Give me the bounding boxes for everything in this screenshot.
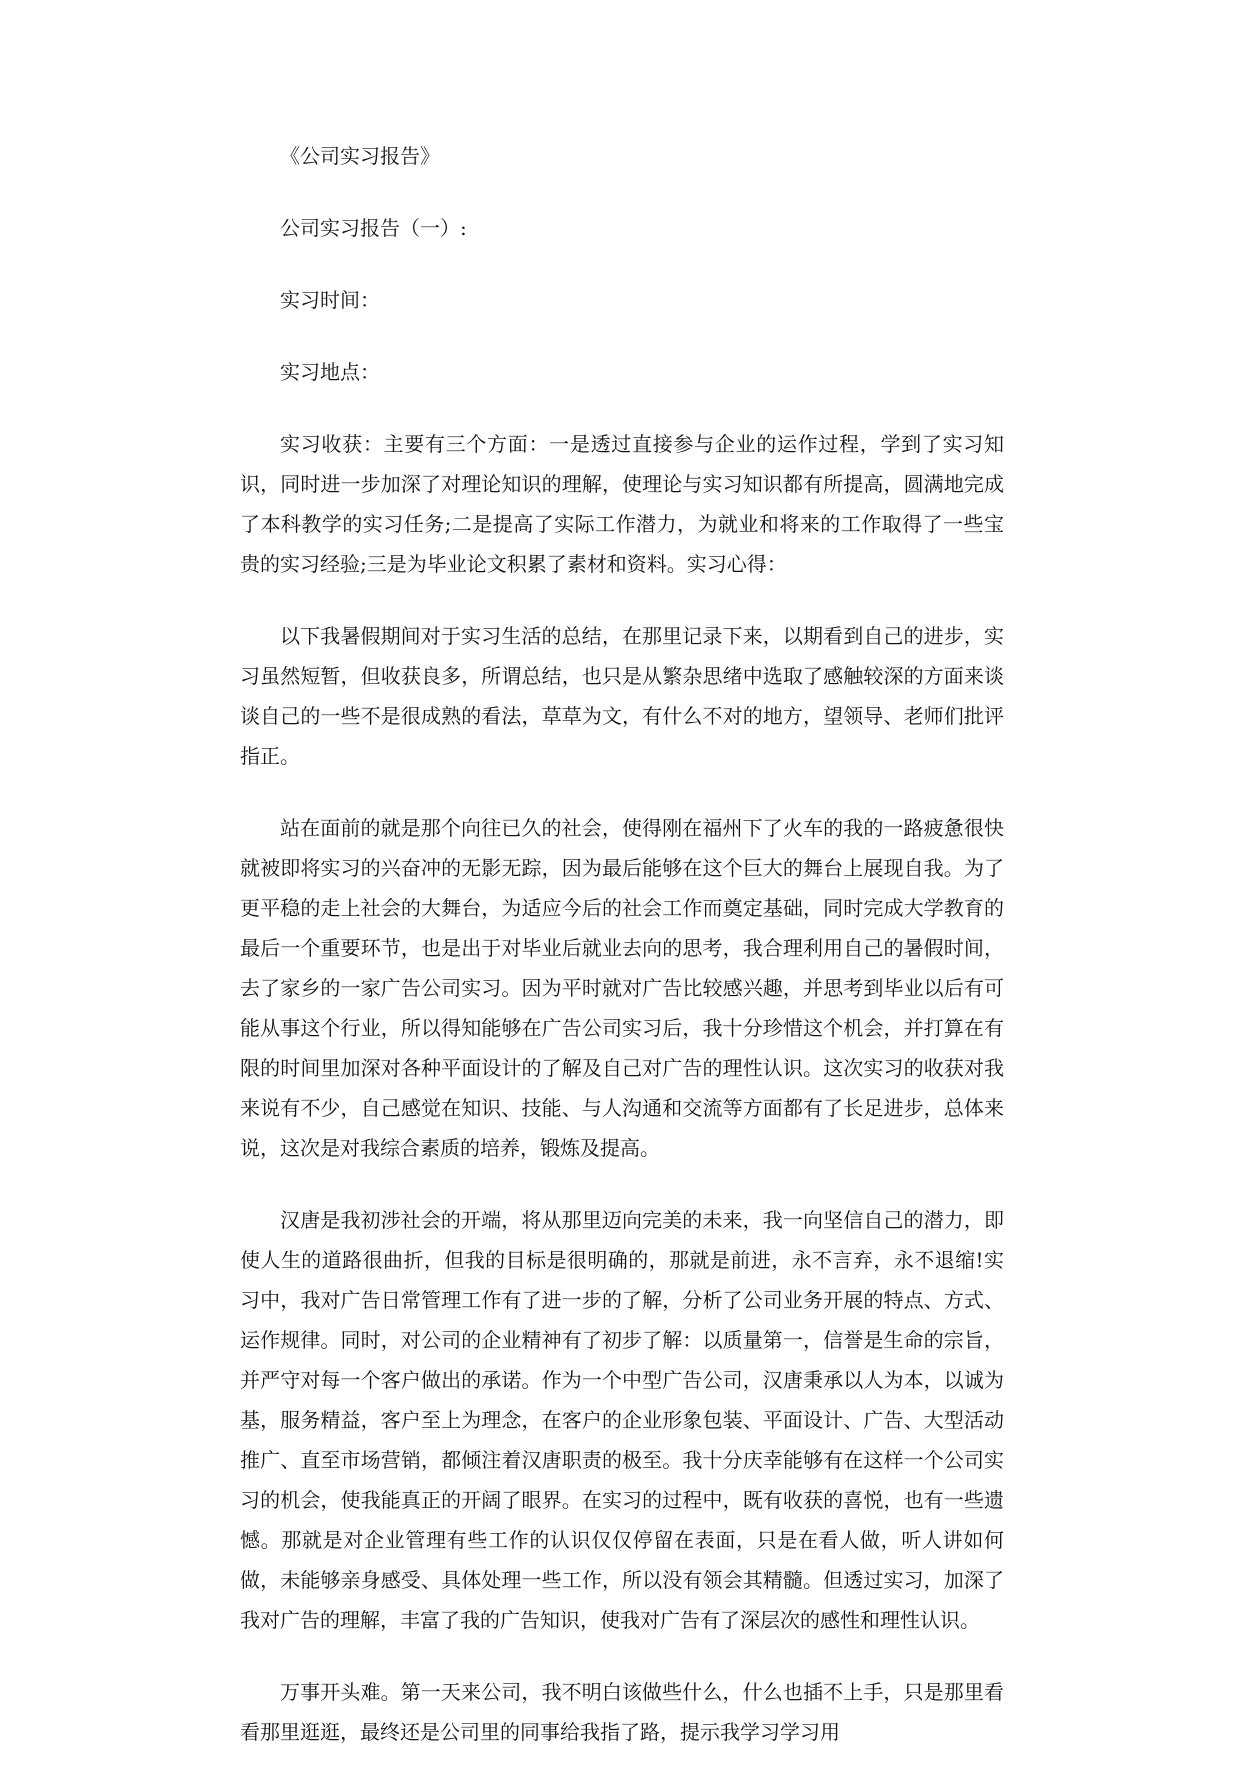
paragraph-society: 站在面前的就是那个向往已久的社会，使得刚在福州下了火车的我的一路疲惫很快就被即将实习的兴奋冲的无影无踪，因为最后能够在这个巨大的舞台上展现自我。为了更平稳的走上社会的大舞台，为适应今后的社会工作而奠定基础，同时完成大学教育的最后一个重要环节，也是出于对毕业后就业去向的思考，我合理利用自己的暑假时间，去了家乡的一家广告公司实习。因为平时就对广告比较感兴趣，并思考到毕业以后有可能从事这个行业，所以得知能够在广告公司实习后，我十分珍惜这个机会，并打算在有限的时间里加深对各种平面设计的了解及自己对广告的理性认识。这次实习的收获对我来说有不少，自己感觉在知识、技能、与人沟通和交流等方面都有了长足进步，总体来说，这次是对我综合素质的培养，锻炼及提高。	[240, 816, 1004, 1160]
document-body	[240, 136, 1004, 1784]
paragraph-beginning: 万事开头难。第一天来公司，我不明白该做些什么，什么也插不上手，只是那里看看那里逛逛，最终还是公司里的同事给我指了路，提示我学习学习用	[240, 1680, 1004, 1744]
paragraph-hantang: 汉唐是我初涉社会的开端，将从那里迈向完美的未来，我一向坚信自己的潜力，即使人生的道路很曲折，但我的目标是很明确的，那就是前进，永不言弃，永不退缩!实习中，我对广告日常管理工作有了进一步的了解，分析了公司业务开展的特点、方式、运作规律。同时，对公司的企业精神有了初步了解：以质量第一，信誉是生命的宗旨，并严守对每一个客户做出的承诺。作为一个中型广告公司，汉唐秉承以人为本，以诚为基，服务精益，客户至上为理念，在客户的企业形象包装、平面设计、广告、大型活动推广、直至市场营销，都倾注着汉唐职责的极至。我十分庆幸能够有在这样一个公司实习的机会，使我能真正的开阔了眼界。在实习的过程中，既有收获的喜悦，也有一些遗憾。那就是对企业管理有些工作的认识仅仅停留在表面，只是在看人做，听人讲如何做，未能够亲身感受、具体处理一些工作，所以没有领会其精髓。但透过实习，加深了我对广告的理解，丰富了我的广告知识，使我对广告有了深层次的感性和理性认识。	[240, 1208, 1004, 1632]
section-heading: 公司实习报告（一）:	[280, 216, 467, 240]
paragraph-summary: 以下我暑假期间对于实习生活的总结，在那里记录下来，以期看到自己的进步，实习虽然短暂，但收获良多，所谓总结，也只是从繁杂思绪中选取了感触较深的方面来谈谈自己的一些不是很成熟的看法，草草为文，有什么不对的地方，望领导、老师们批评指正。	[240, 624, 1004, 768]
document-title: 《公司实习报告》	[280, 144, 440, 168]
internship-time-label: 实习时间：	[280, 288, 380, 312]
paragraph-gains: 实习收获：主要有三个方面：一是透过直接参与企业的运作过程，学到了实习知识，同时进一步加深了对理论知识的理解，使理论与实习知识都有所提高，圆满地完成了本科教学的实习任务;二是提高了实际工作潜力，为就业和将来的工作取得了一些宝贵的实习经验;三是为毕业论文积累了素材和资料。实习心得：	[240, 432, 1004, 576]
internship-place-label: 实习地点：	[280, 360, 380, 384]
